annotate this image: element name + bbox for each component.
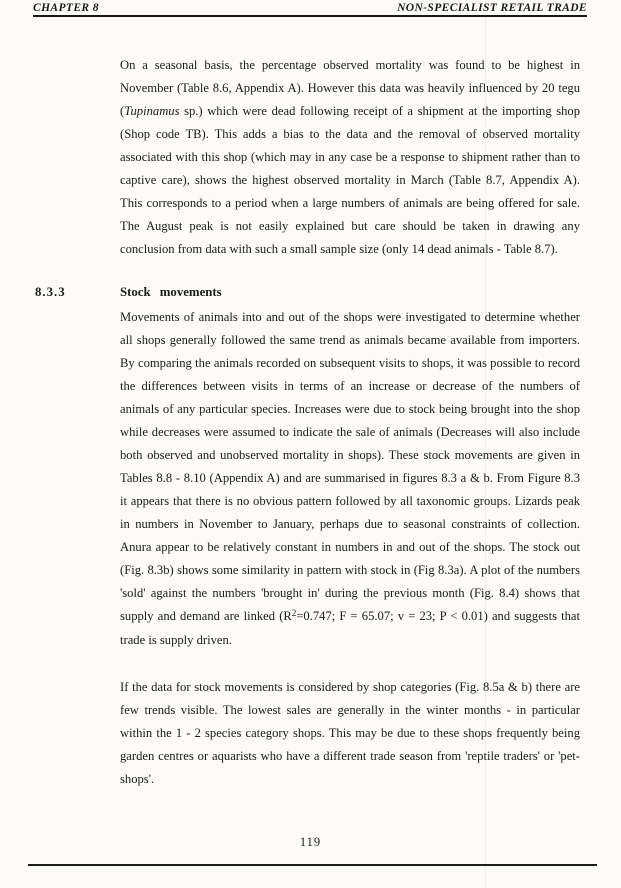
text-run: sp.) which were dead following receipt of a shipment at the importing shop (Shop code TB). This adds a bias to the data and the removal of observed mortality associated with this shop (which may in any case be a response to shipment rather than to captive care), shows the highest observed mortality in March (Table 8.7, Appendix A). This corresponds to a period when a large numbers of animals are being offered for sale. The August peak is not easily explained but care should be taken in drawing any conclusion from data with such a small sample size (only 14 dead animals - Table 8.7). [120, 104, 580, 256]
text-run: Movements of animals into and out of the shops were investigated to determine whether all shops generally followed the same trend as animals became available from importers. By comparing the animals recorded on subsequent visits to shops, it was possible to record the differences between visits in terms of an increase or decrease of the numbers of animals of any particular species. Increases were due to stock being brought into the shop while decreases were assumed to indicate the sale of animals (Decreases will also include both observed and unobserved mortality in shops). These stock movements are given in Tables 8.8 - 8.10 (Appendix A) and are summarised in figures 8.3 a & b. From Figure 8.3 it appears that there is no obvious pattern followed by all taxonomic groups. Lizards peak in numbers in November to January, perhaps due to seasonal constraints of collection. Anura appear to be relatively constant in numbers in and out of the shops. The stock out (Fig. 8.3b) shows some similarity in pattern with stock in (Fig 8.3a). A plot of the numbers 'sold' against the numbers 'brought in' during the previous month (Fig. 8.4) shows that supply and demand are linked (R [120, 310, 580, 623]
page-header [33, 2, 587, 17]
section-title: Stock movements [120, 285, 222, 299]
header-chapter-label: CHAPTER 8 [33, 2, 99, 14]
section-number: 8.3.3 [35, 285, 66, 299]
text-run: =0.747; F = 65.07; v = 23; P < 0.01) and suggests that trade is supply driven. [120, 609, 581, 647]
paragraph-stock-movements [120, 306, 580, 652]
header-title-label: NON-SPECIALIST RETAIL TRADE [397, 2, 587, 14]
footer-rule [28, 864, 597, 866]
paragraph-shop-categories [120, 676, 580, 791]
section-heading [35, 281, 580, 304]
page-number: 119 [299, 835, 322, 849]
paragraph-seasonal-mortality [120, 54, 580, 261]
text-run: Tupinamus [124, 104, 180, 118]
text-run: 2 [291, 607, 297, 618]
page-content [35, 54, 580, 791]
text-run: If the data for stock movements is considered by shop categories (Fig. 8.5a & b) there are few trends visible. The lowest sales are generally in the winter months - in particular within the 1 - 2 species category shops. This may be due to these shops frequently being garden centres or aquarists who have a different trade season from 'reptile traders' or 'pet-shops'. [120, 680, 580, 786]
text-run: On a seasonal basis, the percentage observed mortality was found to be highest in November (Table 8.6, Appendix A). However this data was heavily influenced by 20 tegu ( [120, 58, 580, 118]
